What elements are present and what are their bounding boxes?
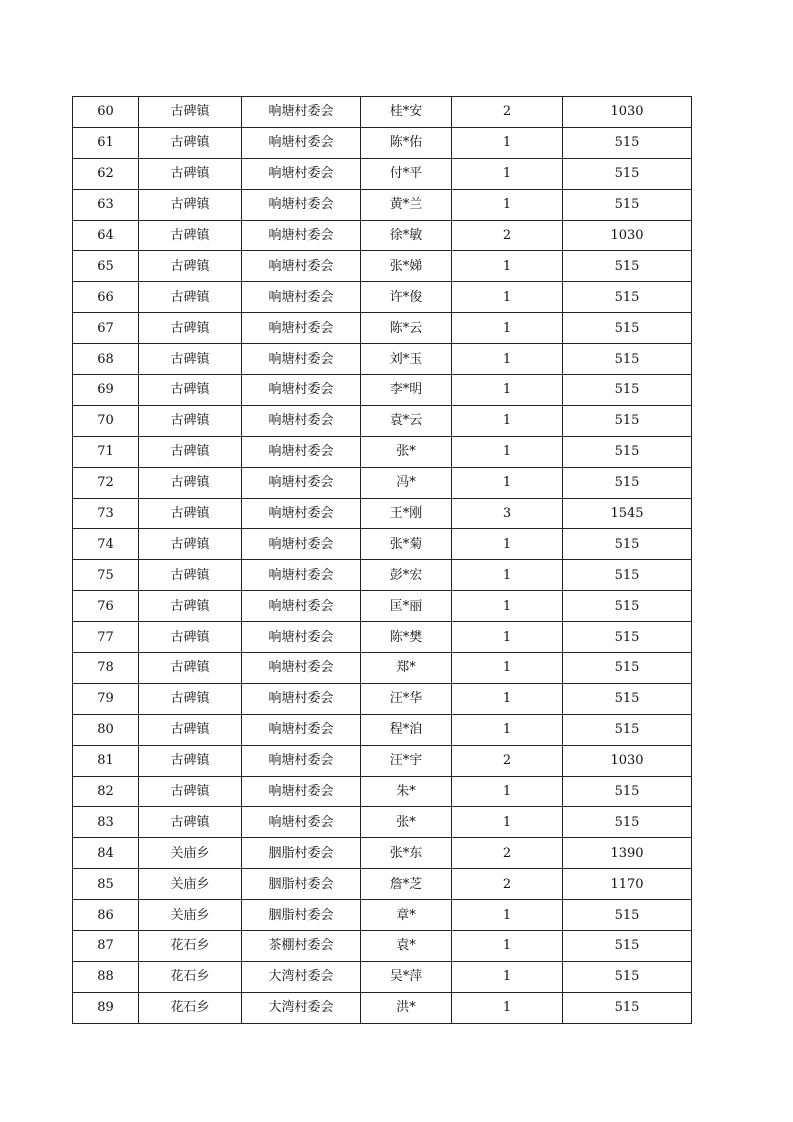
count-cell: 1	[452, 189, 563, 220]
town-cell: 关庙乡	[139, 869, 242, 900]
name-cell: 张*东	[361, 838, 452, 869]
row-number-cell: 66	[73, 282, 139, 313]
name-cell: 袁*	[361, 931, 452, 962]
name-cell: 桂*安	[361, 97, 452, 128]
roster-table	[72, 96, 692, 1024]
count-cell: 1	[452, 313, 563, 344]
amount-cell: 515	[563, 344, 692, 375]
row-number-cell: 88	[73, 961, 139, 992]
amount-cell: 515	[563, 127, 692, 158]
village-committee-cell: 响塘村委会	[242, 313, 361, 344]
amount-cell: 515	[563, 931, 692, 962]
table-row	[73, 560, 692, 591]
amount-cell: 515	[563, 467, 692, 498]
row-number-cell: 82	[73, 776, 139, 807]
town-cell: 古碑镇	[139, 375, 242, 406]
village-committee-cell: 响塘村委会	[242, 436, 361, 467]
table-row	[73, 127, 692, 158]
table-row	[73, 745, 692, 776]
village-committee-cell: 胭脂村委会	[242, 869, 361, 900]
town-cell: 古碑镇	[139, 189, 242, 220]
name-cell: 李*明	[361, 375, 452, 406]
count-cell: 2	[452, 220, 563, 251]
village-committee-cell: 茶棚村委会	[242, 931, 361, 962]
row-number-cell: 87	[73, 931, 139, 962]
village-committee-cell: 响塘村委会	[242, 529, 361, 560]
amount-cell: 515	[563, 560, 692, 591]
amount-cell: 515	[563, 714, 692, 745]
village-committee-cell: 响塘村委会	[242, 683, 361, 714]
count-cell: 1	[452, 375, 563, 406]
village-committee-cell: 响塘村委会	[242, 344, 361, 375]
count-cell: 1	[452, 529, 563, 560]
row-number-cell: 86	[73, 900, 139, 931]
amount-cell: 515	[563, 282, 692, 313]
row-number-cell: 76	[73, 591, 139, 622]
count-cell: 1	[452, 992, 563, 1023]
row-number-cell: 83	[73, 807, 139, 838]
village-committee-cell: 响塘村委会	[242, 776, 361, 807]
row-number-cell: 68	[73, 344, 139, 375]
count-cell: 1	[452, 807, 563, 838]
amount-cell: 1030	[563, 745, 692, 776]
count-cell: 1	[452, 683, 563, 714]
row-number-cell: 79	[73, 683, 139, 714]
row-number-cell: 89	[73, 992, 139, 1023]
amount-cell: 515	[563, 622, 692, 653]
amount-cell: 1545	[563, 498, 692, 529]
amount-cell: 515	[563, 189, 692, 220]
count-cell: 1	[452, 560, 563, 591]
village-committee-cell: 响塘村委会	[242, 158, 361, 189]
village-committee-cell: 响塘村委会	[242, 97, 361, 128]
count-cell: 1	[452, 776, 563, 807]
count-cell: 2	[452, 745, 563, 776]
count-cell: 2	[452, 97, 563, 128]
village-committee-cell: 响塘村委会	[242, 714, 361, 745]
village-committee-cell: 响塘村委会	[242, 591, 361, 622]
table-row	[73, 992, 692, 1023]
amount-cell: 515	[563, 776, 692, 807]
name-cell: 汪*宇	[361, 745, 452, 776]
village-committee-cell: 响塘村委会	[242, 622, 361, 653]
village-committee-cell: 大湾村委会	[242, 961, 361, 992]
village-committee-cell: 胭脂村委会	[242, 900, 361, 931]
row-number-cell: 67	[73, 313, 139, 344]
amount-cell: 515	[563, 313, 692, 344]
town-cell: 古碑镇	[139, 622, 242, 653]
name-cell: 彭*宏	[361, 560, 452, 591]
name-cell: 洪*	[361, 992, 452, 1023]
village-committee-cell: 响塘村委会	[242, 560, 361, 591]
village-committee-cell: 响塘村委会	[242, 375, 361, 406]
count-cell: 1	[452, 251, 563, 282]
table-row	[73, 220, 692, 251]
amount-cell: 1390	[563, 838, 692, 869]
row-number-cell: 72	[73, 467, 139, 498]
village-committee-cell: 大湾村委会	[242, 992, 361, 1023]
name-cell: 詹*芝	[361, 869, 452, 900]
name-cell: 郑*	[361, 653, 452, 684]
table-row	[73, 498, 692, 529]
table-row	[73, 776, 692, 807]
village-committee-cell: 响塘村委会	[242, 251, 361, 282]
row-number-cell: 70	[73, 405, 139, 436]
table-row	[73, 591, 692, 622]
amount-cell: 515	[563, 375, 692, 406]
table-row	[73, 97, 692, 128]
row-number-cell: 60	[73, 97, 139, 128]
village-committee-cell: 响塘村委会	[242, 653, 361, 684]
name-cell: 刘*玉	[361, 344, 452, 375]
count-cell: 2	[452, 838, 563, 869]
town-cell: 花石乡	[139, 961, 242, 992]
count-cell: 1	[452, 158, 563, 189]
name-cell: 冯*	[361, 467, 452, 498]
table-row	[73, 189, 692, 220]
row-number-cell: 71	[73, 436, 139, 467]
name-cell: 汪*华	[361, 683, 452, 714]
town-cell: 古碑镇	[139, 405, 242, 436]
count-cell: 3	[452, 498, 563, 529]
name-cell: 陈*佑	[361, 127, 452, 158]
row-number-cell: 78	[73, 653, 139, 684]
town-cell: 古碑镇	[139, 745, 242, 776]
row-number-cell: 80	[73, 714, 139, 745]
table-row	[73, 900, 692, 931]
table-row	[73, 653, 692, 684]
name-cell: 袁*云	[361, 405, 452, 436]
count-cell: 1	[452, 436, 563, 467]
town-cell: 古碑镇	[139, 683, 242, 714]
name-cell: 付*平	[361, 158, 452, 189]
amount-cell: 515	[563, 158, 692, 189]
table-row	[73, 467, 692, 498]
count-cell: 1	[452, 622, 563, 653]
count-cell: 1	[452, 467, 563, 498]
row-number-cell: 85	[73, 869, 139, 900]
row-number-cell: 81	[73, 745, 139, 776]
row-number-cell: 74	[73, 529, 139, 560]
row-number-cell: 77	[73, 622, 139, 653]
amount-cell: 515	[563, 591, 692, 622]
table-body	[73, 97, 692, 1024]
village-committee-cell: 响塘村委会	[242, 405, 361, 436]
town-cell: 古碑镇	[139, 282, 242, 313]
name-cell: 许*俊	[361, 282, 452, 313]
town-cell: 古碑镇	[139, 807, 242, 838]
town-cell: 古碑镇	[139, 776, 242, 807]
table-row	[73, 158, 692, 189]
town-cell: 古碑镇	[139, 591, 242, 622]
table-row	[73, 838, 692, 869]
row-number-cell: 73	[73, 498, 139, 529]
name-cell: 王*刚	[361, 498, 452, 529]
count-cell: 1	[452, 714, 563, 745]
town-cell: 古碑镇	[139, 714, 242, 745]
village-committee-cell: 响塘村委会	[242, 498, 361, 529]
amount-cell: 515	[563, 992, 692, 1023]
row-number-cell: 69	[73, 375, 139, 406]
village-committee-cell: 响塘村委会	[242, 189, 361, 220]
count-cell: 1	[452, 900, 563, 931]
town-cell: 古碑镇	[139, 436, 242, 467]
row-number-cell: 61	[73, 127, 139, 158]
amount-cell: 515	[563, 653, 692, 684]
name-cell: 黄*兰	[361, 189, 452, 220]
table-row	[73, 961, 692, 992]
town-cell: 古碑镇	[139, 467, 242, 498]
name-cell: 程*洎	[361, 714, 452, 745]
amount-cell: 515	[563, 436, 692, 467]
amount-cell: 1030	[563, 97, 692, 128]
count-cell: 1	[452, 282, 563, 313]
count-cell: 2	[452, 869, 563, 900]
row-number-cell: 64	[73, 220, 139, 251]
amount-cell: 515	[563, 251, 692, 282]
town-cell: 关庙乡	[139, 900, 242, 931]
table-row	[73, 313, 692, 344]
amount-cell: 515	[563, 529, 692, 560]
amount-cell: 515	[563, 807, 692, 838]
name-cell: 张*娣	[361, 251, 452, 282]
village-committee-cell: 胭脂村委会	[242, 838, 361, 869]
count-cell: 1	[452, 127, 563, 158]
table-row	[73, 344, 692, 375]
village-committee-cell: 响塘村委会	[242, 807, 361, 838]
town-cell: 关庙乡	[139, 838, 242, 869]
amount-cell: 515	[563, 683, 692, 714]
town-cell: 古碑镇	[139, 653, 242, 684]
name-cell: 张*菊	[361, 529, 452, 560]
village-committee-cell: 响塘村委会	[242, 220, 361, 251]
town-cell: 古碑镇	[139, 251, 242, 282]
count-cell: 1	[452, 405, 563, 436]
name-cell: 匡*丽	[361, 591, 452, 622]
amount-cell: 515	[563, 405, 692, 436]
table-row	[73, 405, 692, 436]
row-number-cell: 62	[73, 158, 139, 189]
count-cell: 1	[452, 591, 563, 622]
town-cell: 花石乡	[139, 992, 242, 1023]
town-cell: 古碑镇	[139, 97, 242, 128]
name-cell: 朱*	[361, 776, 452, 807]
amount-cell: 515	[563, 900, 692, 931]
table-row	[73, 931, 692, 962]
amount-cell: 515	[563, 961, 692, 992]
town-cell: 古碑镇	[139, 498, 242, 529]
row-number-cell: 63	[73, 189, 139, 220]
town-cell: 古碑镇	[139, 127, 242, 158]
village-committee-cell: 响塘村委会	[242, 745, 361, 776]
table-row	[73, 714, 692, 745]
name-cell: 章*	[361, 900, 452, 931]
name-cell: 陈*樊	[361, 622, 452, 653]
table-row	[73, 251, 692, 282]
row-number-cell: 75	[73, 560, 139, 591]
amount-cell: 1030	[563, 220, 692, 251]
table-row	[73, 622, 692, 653]
town-cell: 古碑镇	[139, 529, 242, 560]
village-committee-cell: 响塘村委会	[242, 282, 361, 313]
count-cell: 1	[452, 961, 563, 992]
town-cell: 古碑镇	[139, 313, 242, 344]
name-cell: 张*	[361, 436, 452, 467]
village-committee-cell: 响塘村委会	[242, 467, 361, 498]
table-row	[73, 683, 692, 714]
name-cell: 陈*云	[361, 313, 452, 344]
town-cell: 古碑镇	[139, 560, 242, 591]
village-committee-cell: 响塘村委会	[242, 127, 361, 158]
table-row	[73, 436, 692, 467]
count-cell: 1	[452, 653, 563, 684]
row-number-cell: 84	[73, 838, 139, 869]
row-number-cell: 65	[73, 251, 139, 282]
table-row	[73, 529, 692, 560]
count-cell: 1	[452, 344, 563, 375]
table-row	[73, 807, 692, 838]
table-row	[73, 375, 692, 406]
name-cell: 吴*萍	[361, 961, 452, 992]
town-cell: 花石乡	[139, 931, 242, 962]
table-row	[73, 869, 692, 900]
town-cell: 古碑镇	[139, 344, 242, 375]
name-cell: 徐*敏	[361, 220, 452, 251]
count-cell: 1	[452, 931, 563, 962]
town-cell: 古碑镇	[139, 220, 242, 251]
town-cell: 古碑镇	[139, 158, 242, 189]
name-cell: 张*	[361, 807, 452, 838]
table-row	[73, 282, 692, 313]
amount-cell: 1170	[563, 869, 692, 900]
